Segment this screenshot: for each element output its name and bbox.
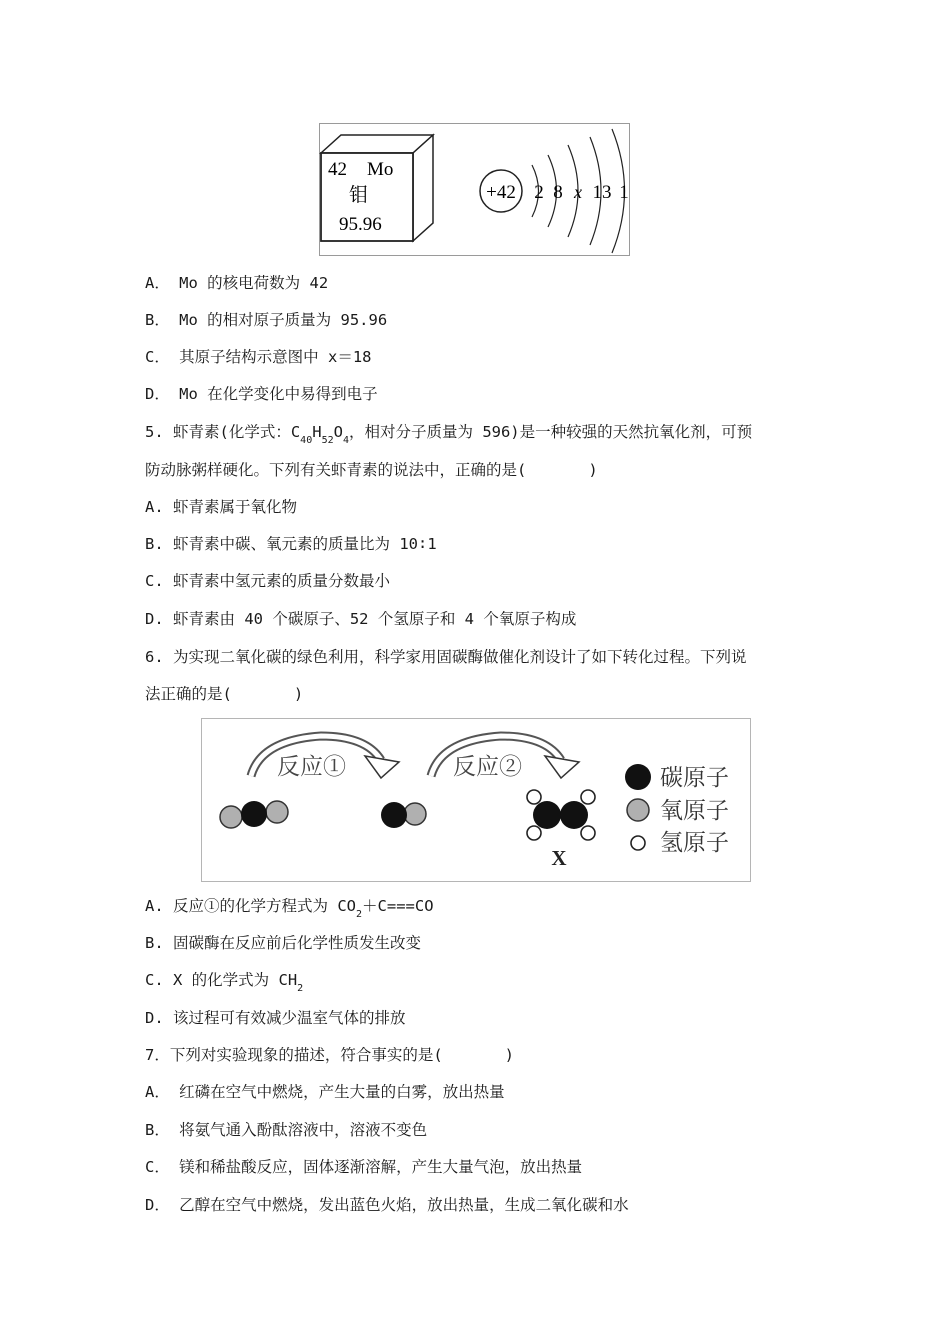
legend-carbon-marker xyxy=(625,764,651,790)
q6-stem-line2: 法正确的是( ) xyxy=(145,685,304,703)
q5-option-b: B. 虾青素中碳、氧元素的质量比为 10∶1 xyxy=(145,535,437,553)
legend-hydrogen-label: 氢原子 xyxy=(660,830,729,855)
nucleus-charge: +42 xyxy=(486,182,516,203)
q5-stem-line1: 5. 虾青素(化学式：$C_{40}H_{52}O_4$，相对分子质量为 596)是一种较强的天然抗氧化剂，可预 xyxy=(145,423,753,446)
shell-2-count: 8 xyxy=(553,182,563,203)
q4-option-a: A． Mo 的核电荷数为 42 xyxy=(145,274,329,292)
q6-option-d: D. 该过程可有效减少温室气体的排放 xyxy=(145,1009,406,1027)
co2-conversion-figure xyxy=(201,718,751,882)
q7-option-c: C． 镁和稀盐酸反应，固体逐渐溶解，产生大量气泡，放出热量 xyxy=(145,1158,583,1176)
q6-option-a: A. 反应①的化学方程式为 $CO_2+C===CO$ xyxy=(145,897,434,920)
legend-hydrogen-marker xyxy=(631,836,645,850)
legend-carbon-label: 碳原子 xyxy=(660,765,729,790)
q7-option-b: B． 将氨气通入酚酞溶液中，溶液不变色 xyxy=(145,1121,428,1139)
legend-oxygen-marker xyxy=(627,799,649,821)
q4-option-b: B． Mo 的相对原子质量为 95.96 xyxy=(145,311,388,329)
q5-option-c: C. 虾青素中氢元素的质量分数最小 xyxy=(145,572,390,590)
atomic-number: 42 xyxy=(328,159,347,180)
q7-stem: 7．下列对实验现象的描述，符合事实的是( ) xyxy=(145,1046,514,1064)
element-name: 钼 xyxy=(349,185,369,206)
shell-4-count: 13 xyxy=(592,182,612,203)
shell-1-count: 2 xyxy=(534,182,544,203)
q6-option-b: B. 固碳酶在反应前后化学性质发生改变 xyxy=(145,934,421,952)
shell-3-count: x xyxy=(574,182,582,202)
reaction-2-label: 反应② xyxy=(453,754,522,779)
legend xyxy=(625,764,729,855)
q5-option-a: A. 虾青素属于氧化物 xyxy=(145,498,297,516)
reaction-1-label: 反应① xyxy=(277,754,346,779)
atomic-mass: 95.96 xyxy=(339,214,382,235)
q5-option-d: D. 虾青素由 40 个碳原子、52 个氢原子和 4 个氧原子构成 xyxy=(145,610,577,628)
legend-oxygen-label: 氧原子 xyxy=(660,798,729,823)
q5-stem-line2: 防动脉粥样硬化。下列有关虾青素的说法中，正确的是( ) xyxy=(145,461,598,479)
q4-option-c: C． 其原子结构示意图中 x＝18 xyxy=(145,348,372,366)
q6-option-c: C. X 的化学式为 $CH_2$ xyxy=(145,971,304,994)
q6-stem-line1: 6. 为实现二氧化碳的绿色利用，科学家用固碳酶做催化剂设计了如下转化过程。下列说 xyxy=(145,648,747,666)
q7-option-a: A． 红磷在空气中燃烧，产生大量的白雾，放出热量 xyxy=(145,1083,505,1101)
q4-option-d: D． Mo 在化学变化中易得到电子 xyxy=(145,385,378,403)
element-symbol: Mo xyxy=(367,159,394,180)
molybdenum-figure xyxy=(319,123,630,256)
product-x-label: X xyxy=(551,846,567,870)
q7-option-d: D． 乙醇在空气中燃烧，发出蓝色火焰，放出热量，生成二氧化碳和水 xyxy=(145,1196,629,1214)
shell-5-count: 1 xyxy=(619,182,629,203)
